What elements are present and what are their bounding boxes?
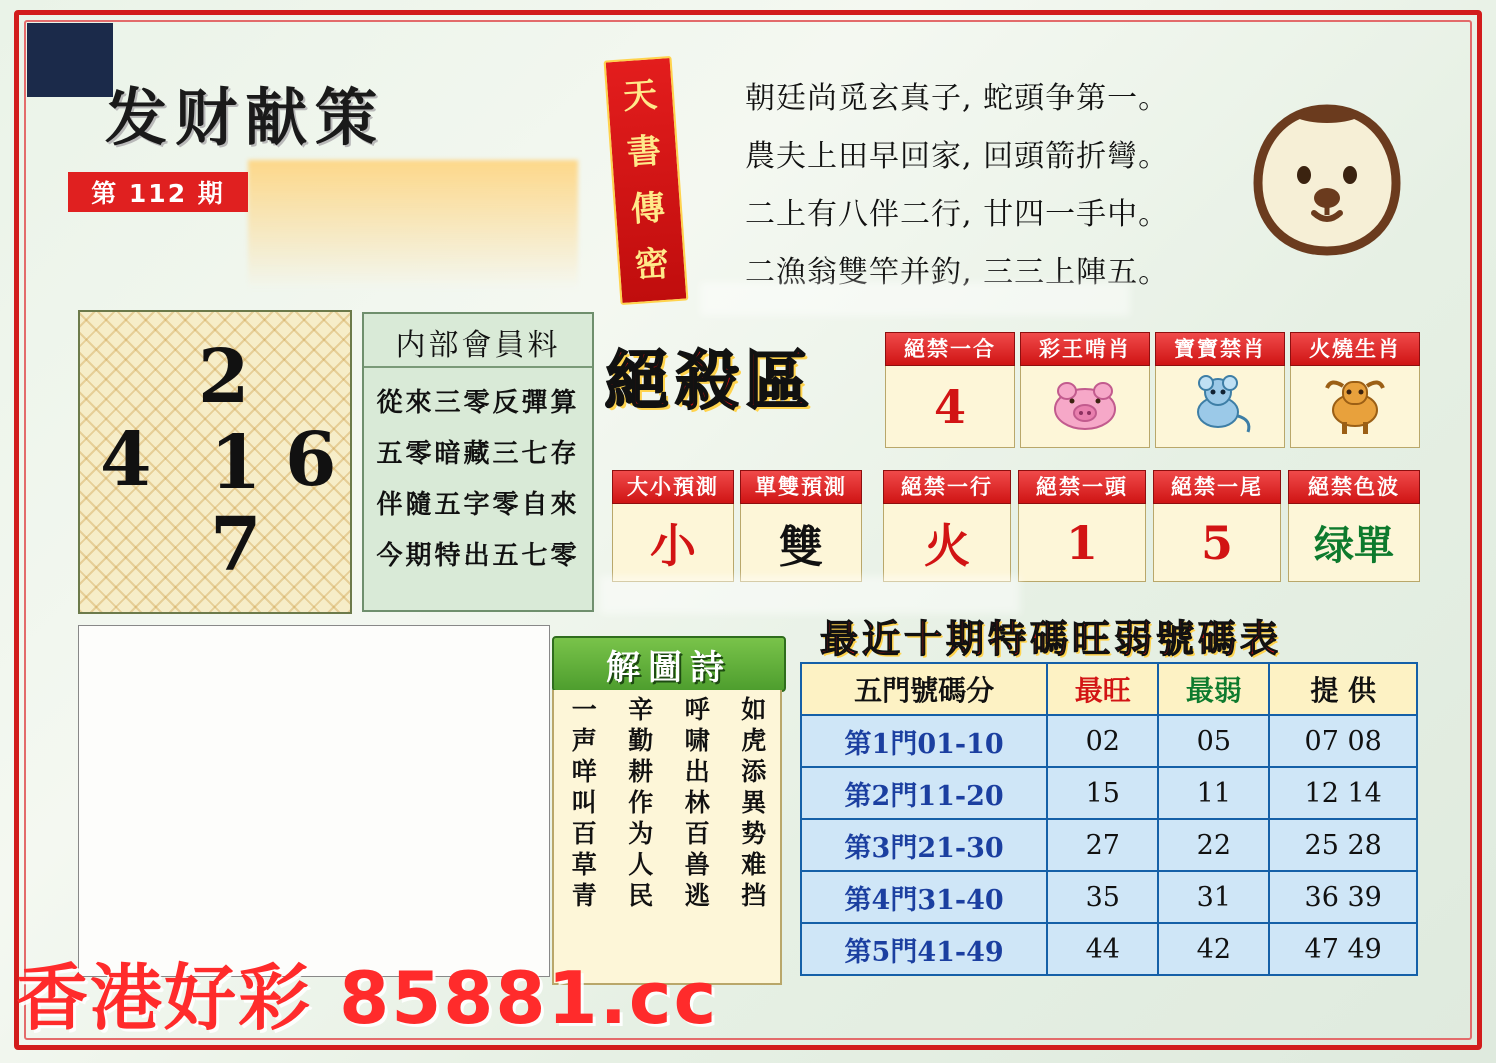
- picture-poem-col-3: 辛勤耕作为人民: [624, 696, 654, 913]
- number-bottom: 7: [210, 502, 262, 588]
- number-left: 4: [100, 417, 152, 503]
- number-right: 6: [285, 417, 337, 503]
- size-prediction-value: 小: [650, 518, 696, 573]
- member-line-1: 從來三零反彈算: [376, 388, 580, 418]
- member-line-2: 五零暗藏三七存: [376, 439, 580, 469]
- picture-poem-title: 解圖詩: [552, 636, 786, 692]
- cell-head-6: 絕禁一行: [883, 470, 1011, 504]
- row-hot-1: 15: [1047, 767, 1158, 819]
- cell-head-0: 絕禁一合: [885, 332, 1015, 366]
- kill-color-wave-value: 绿單: [1314, 522, 1394, 569]
- banner-char-2: 書: [625, 131, 663, 174]
- watermark: [16, 940, 718, 1044]
- row-supply-3: 36 39: [1269, 871, 1417, 923]
- header-poem: [745, 70, 1215, 302]
- issue-badge: 第 112 期: [68, 172, 248, 212]
- row-cold-2: 22: [1158, 819, 1269, 871]
- number-top: 2: [198, 334, 250, 420]
- row-hot-2: 27: [1047, 819, 1158, 871]
- cell-body-0: [885, 366, 1015, 448]
- table-row: [801, 767, 1417, 819]
- cell-body-4: [612, 504, 734, 582]
- row-hot-3: 35: [1047, 871, 1158, 923]
- table-row: [801, 923, 1417, 975]
- watermark-brand: 香港好彩: [16, 956, 313, 1040]
- kill-zone-title: 絕殺區: [605, 344, 815, 419]
- member-info-box: [362, 312, 594, 612]
- page-title: 发财献策: [105, 81, 386, 154]
- row-supply-1: 12 14: [1269, 767, 1417, 819]
- cell-body-9: [1288, 504, 1420, 582]
- banner-char-4: 密: [633, 243, 671, 286]
- kill-one-row-value: 火: [924, 518, 970, 573]
- th-hot: 最旺: [1047, 663, 1158, 715]
- table-title: 最近十期特碼旺弱號碼表: [820, 616, 1283, 661]
- row-supply-4: 47 49: [1269, 923, 1417, 975]
- cell-body-8: [1153, 504, 1281, 582]
- picture-poem-col-1: 如虎添異势难挡: [737, 696, 767, 913]
- row-label-1: 第2門11-20: [801, 767, 1047, 819]
- th-cold: 最弱: [1158, 663, 1269, 715]
- watermark-url: 85881.cc: [339, 956, 719, 1040]
- poem-line-4: 二漁翁雙竿并釣, 三三上陣五。: [745, 255, 1170, 290]
- cell-body-5: [740, 504, 862, 582]
- odd-even-prediction-value: 雙: [779, 521, 823, 573]
- row-cold-4: 42: [1158, 923, 1269, 975]
- cell-head-3: 火燒生肖: [1290, 332, 1420, 366]
- member-line-4: 今期特出五七零: [376, 541, 580, 571]
- pig-icon: [1045, 375, 1125, 439]
- cell-head-4: 大小預測: [612, 470, 734, 504]
- member-line-3: 伴隨五字零自來: [376, 490, 580, 520]
- row-supply-2: 25 28: [1269, 819, 1417, 871]
- row-cold-3: 31: [1158, 871, 1269, 923]
- row-label-3: 第4門31-40: [801, 871, 1047, 923]
- cell-body-2: [1155, 366, 1285, 448]
- rat-icon: [1184, 374, 1256, 440]
- th-group: 五門號碼分: [801, 663, 1047, 715]
- member-box-title: 内部會員料: [364, 314, 592, 368]
- cell-head-8: 絕禁一尾: [1153, 470, 1281, 504]
- picture-poem-col-4: 一声咩叫百草青: [568, 696, 598, 913]
- illustration-panel: [78, 625, 550, 977]
- title-gradient-strip: [248, 160, 578, 290]
- number-middle: 1: [210, 420, 262, 506]
- ox-icon: [1316, 374, 1394, 440]
- corner-decoration: [27, 23, 113, 97]
- th-supply: 提 供: [1269, 663, 1417, 715]
- dog-mascot-icon: [1240, 95, 1415, 270]
- hot-cold-table: [800, 662, 1418, 976]
- poem-line-2: 農夫上田早回家, 回頭箭折彎。: [745, 139, 1170, 174]
- banner-char-3: 傳: [629, 187, 667, 230]
- cell-body-1: [1020, 366, 1150, 448]
- kill-one-tail-value: 5: [1200, 515, 1233, 570]
- row-hot-4: 44: [1047, 923, 1158, 975]
- illustration-background: [79, 626, 549, 976]
- table-header-row: [801, 663, 1417, 715]
- blur-strip-2: [700, 282, 1130, 316]
- lucky-number-panel: [78, 310, 352, 614]
- row-cold-1: 11: [1158, 767, 1269, 819]
- cell-body-3: [1290, 366, 1420, 448]
- table-row: [801, 715, 1417, 767]
- cell-head-9: 絕禁色波: [1288, 470, 1420, 504]
- cell-body-6: [883, 504, 1011, 582]
- row-hot-0: 02: [1047, 715, 1158, 767]
- row-cold-0: 05: [1158, 715, 1269, 767]
- kill-one-sum-value: 4: [933, 379, 966, 434]
- cell-head-5: 單雙預測: [740, 470, 862, 504]
- cell-head-2: 寶寶禁肖: [1155, 332, 1285, 366]
- cell-head-7: 絕禁一頭: [1018, 470, 1146, 504]
- row-label-4: 第5門41-49: [801, 923, 1047, 975]
- row-supply-0: 07 08: [1269, 715, 1417, 767]
- cell-body-7: [1018, 504, 1146, 582]
- poem-line-1: 朝廷尚觅玄真子, 蛇頭争第一。: [745, 81, 1170, 116]
- banner-char-1: 天: [621, 75, 659, 118]
- table-row: [801, 871, 1417, 923]
- row-label-2: 第3門21-30: [801, 819, 1047, 871]
- table-row: [801, 819, 1417, 871]
- cell-head-1: 彩王啃肖: [1020, 332, 1150, 366]
- kill-one-head-value: 1: [1065, 515, 1098, 570]
- picture-poem-col-2: 呼啸出林百兽逃: [681, 696, 711, 913]
- poem-line-3: 二上有八伴二行, 廿四一手中。: [745, 197, 1170, 232]
- row-label-0: 第1門01-10: [801, 715, 1047, 767]
